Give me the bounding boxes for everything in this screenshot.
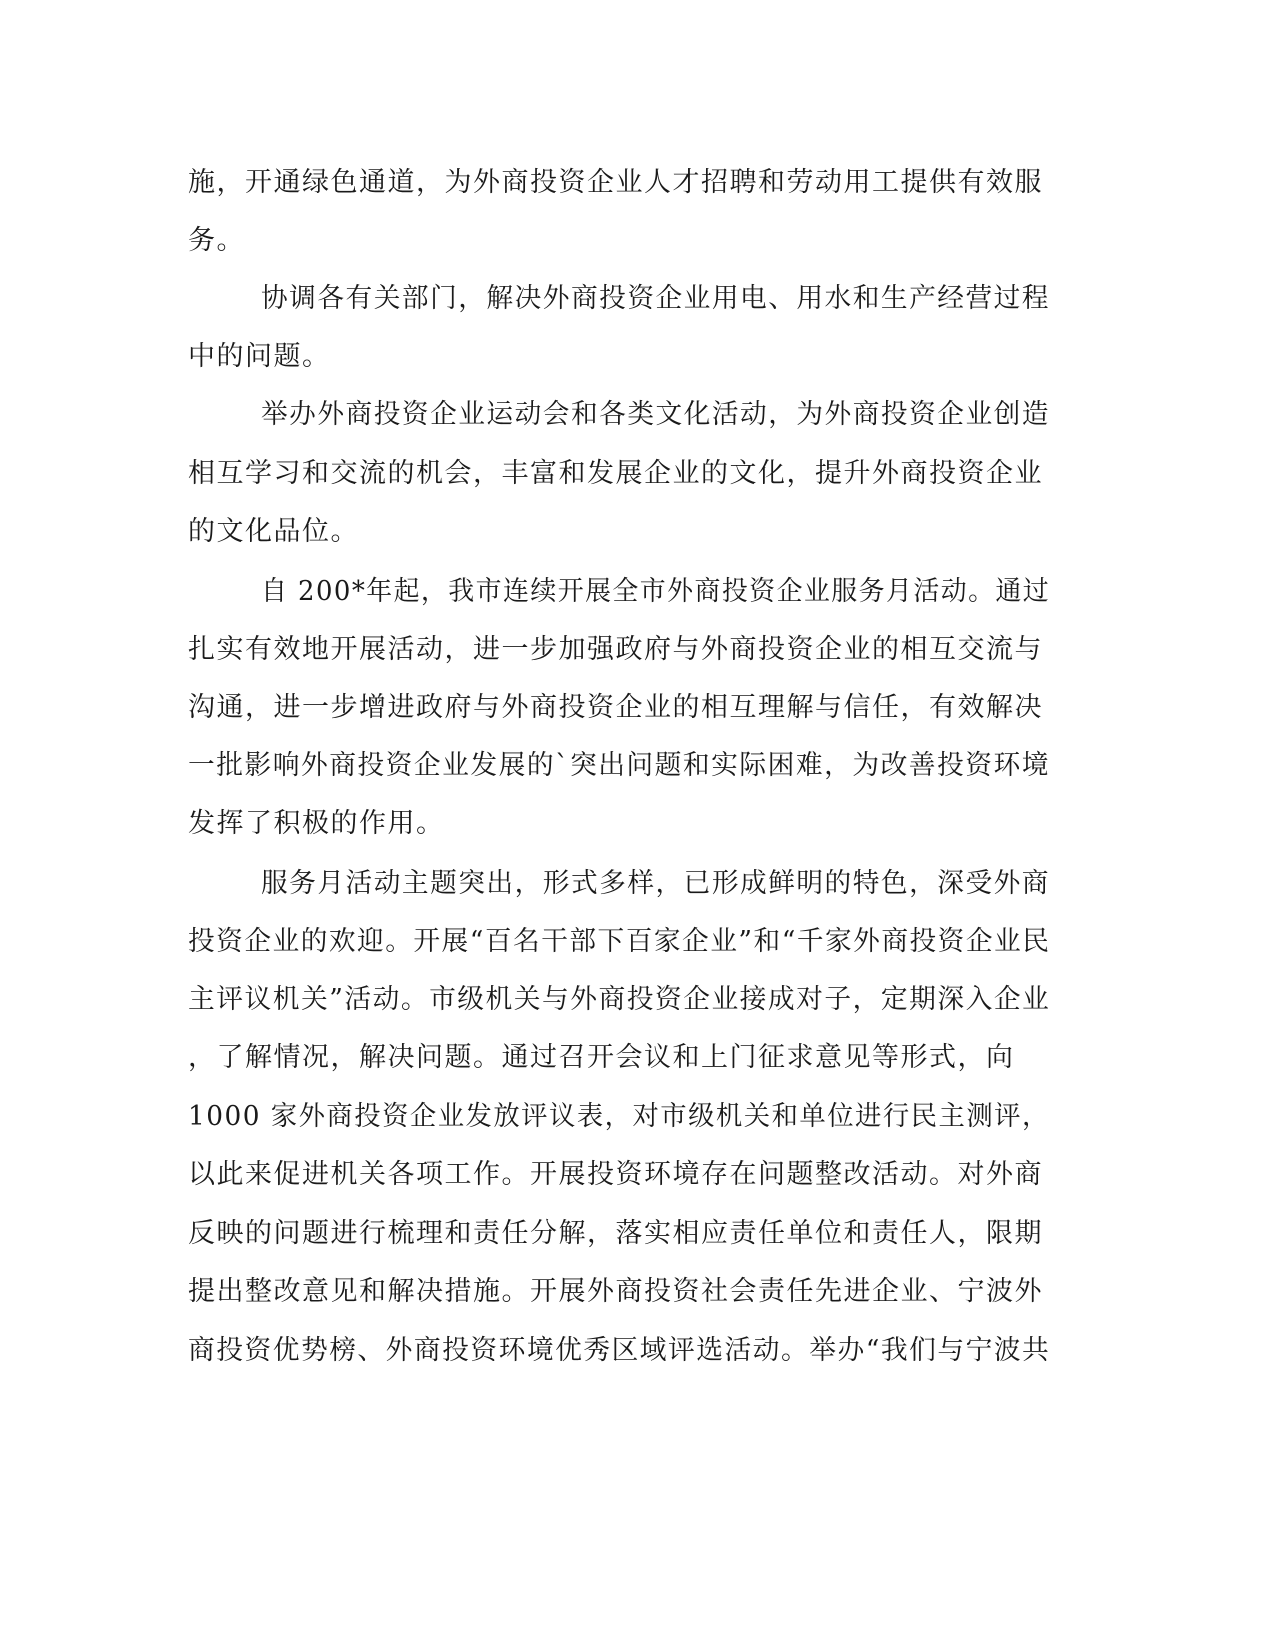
text-line: 发挥了积极的作用。 — [188, 808, 445, 839]
text-line: 以此来促进机关各项工作。开展投资环境存在问题整改活动。对外商 — [188, 1159, 1043, 1190]
paragraph-start-line: 协调各有关部门，解决外商投资企业用电、用水和生产经营过程 — [261, 283, 1050, 314]
paragraph-start-line: 服务月活动主题突出，形式多样，已形成鲜明的特色，深受外商 — [261, 868, 1050, 899]
text-line: 一批影响外商投资企业发展的`突出问题和实际困难，为改善投资环境 — [188, 750, 1050, 781]
text-line: 相互学习和交流的机会，丰富和发展企业的文化，提升外商投资企业 — [188, 458, 1043, 489]
text-line: 沟通，进一步增进政府与外商投资企业的相互理解与信任，有效解决 — [188, 692, 1043, 723]
paragraph-start-line: 举办外商投资企业运动会和各类文化活动，为外商投资企业创造 — [261, 399, 1050, 430]
text-line: 施，开通绿色通道，为外商投资企业人才招聘和劳动用工提供有效服 — [188, 167, 1043, 198]
text-line: 扎实有效地开展活动，进一步加强政府与外商投资企业的相互交流与 — [188, 634, 1043, 665]
text-line: 务。 — [188, 225, 245, 256]
text-line: ，了解情况，解决问题。通过召开会议和上门征求意见等形式，向 — [188, 1042, 1015, 1073]
text-line: 商投资优势榜、外商投资环境优秀区域评选活动。举办“我们与宁波共 — [188, 1335, 1051, 1366]
paragraph-start-line: 自 200*年起，我市连续开展全市外商投资企业服务月活动。通过 — [261, 576, 1051, 607]
text-line: 中的问题。 — [188, 341, 331, 372]
text-line: 的文化品位。 — [188, 516, 359, 547]
text-line: 反映的问题进行梳理和责任分解，落实相应责任单位和责任人，限期 — [188, 1218, 1043, 1249]
text-line: 投资企业的欢迎。开展“百名干部下百家企业”和“千家外商投资企业民 — [188, 926, 1051, 957]
text-line: 主评议机关”活动。市级机关与外商投资企业接成对子，定期深入企业 — [188, 984, 1051, 1015]
text-line: 提出整改意见和解决措施。开展外商投资社会责任先进企业、宁波外 — [188, 1276, 1043, 1307]
text-line: 1000 家外商投资企业发放评议表，对市级机关和单位进行民主测评， — [188, 1101, 1050, 1132]
